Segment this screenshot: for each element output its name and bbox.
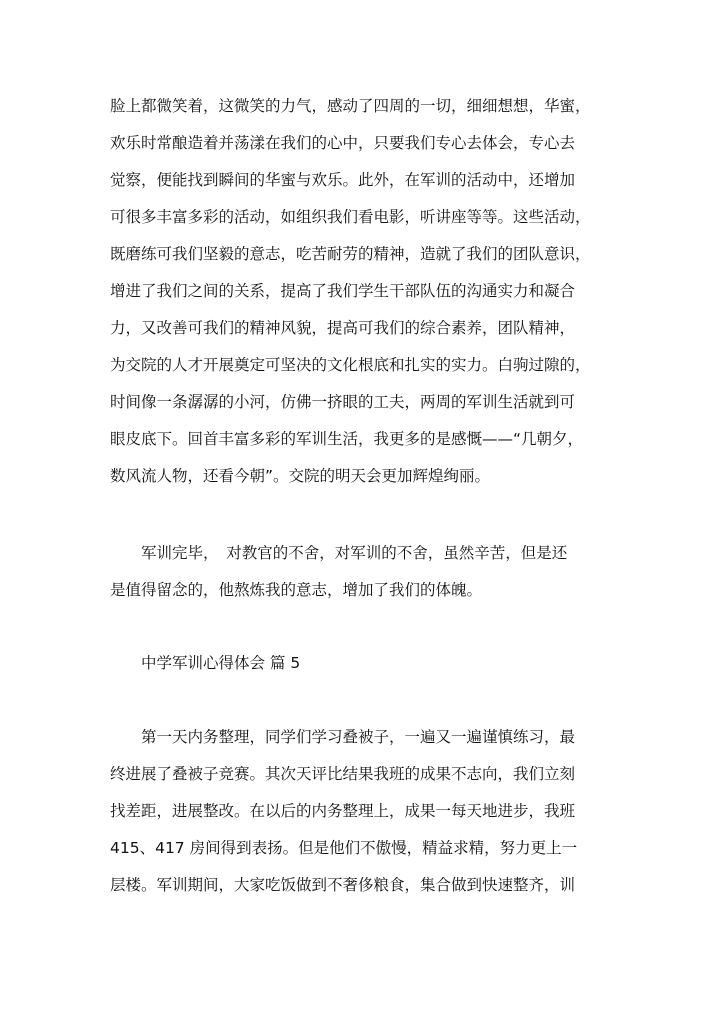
paragraph-3 <box>110 719 610 904</box>
paragraph-1-line-1: 脸上都微笑着，这微笑的力气，感动了四周的一切，细细想想，华蜜， <box>110 97 591 115</box>
paragraph-3-line-2: 终进展了叠被子竞赛。其次天评比结果我班的成果不志向，我们立刻 <box>110 765 576 783</box>
paragraph-1-line-8: 为交院的人才开展奠定可坚决的文化根底和扎实的实力。白驹过隙的， <box>110 356 591 374</box>
paragraph-3-line-1: 第一天内务整理，同学们学习叠被子，一遍又一遍谨慎练习，最 <box>110 728 576 746</box>
paragraph-3-line-3: 找差距，进展整改。在以后的内务整理上，成果一每天地进步，我班 <box>110 802 576 820</box>
paragraph-2-line-1: 军训完毕， 对教官的不舍，对军训的不舍，虽然辛苦，但是还 <box>110 544 568 562</box>
paragraph-3-line-4: 415、417 房间得到表扬。但是他们不傲慢，精益求精，努力更上一 <box>110 839 578 857</box>
paragraph-1-line-7: 力，又改善可我们的精神风貌，提高可我们的综合素养，团队精神， <box>110 319 576 337</box>
paragraph-1-line-10: 眼皮底下。回首丰富多彩的军训生活，我更多的是感慨——“几朝夕， <box>110 430 584 448</box>
paragraph-1-line-5: 既磨练可我们坚毅的意志，吃苦耐劳的精神，造就了我们的团队意识， <box>110 245 591 263</box>
paragraph-1-line-4: 可很多丰富多彩的活动，如组织我们看电影，听讲座等等。这些活动， <box>110 208 591 226</box>
paragraph-1 <box>110 88 610 495</box>
paragraph-1-line-11: 数风流人物，还看今朝”。交院的明天会更加辉煌绚丽。 <box>110 467 491 485</box>
paragraph-1-line-3: 觉察，便能找到瞬间的华蜜与欢乐。此外，在军训的活动中，还增加 <box>110 171 576 189</box>
paragraph-2 <box>110 535 610 609</box>
paragraph-1-line-6: 增进了我们之间的关系，提高了我们学生干部队伍的沟通实力和凝合 <box>110 282 576 300</box>
paragraph-1-line-9: 时间像一条潺潺的小河，仿佛一挤眼的工夫，两周的军训生活就到可 <box>110 393 576 411</box>
section-heading-text: 中学军训心得体会 篇 5 <box>110 654 301 672</box>
paragraph-2-line-2: 是值得留念的，他熬炼我的意志，增加了我们的体魄。 <box>110 581 483 599</box>
section-heading <box>110 645 610 682</box>
paragraph-3-line-5: 层楼。军训期间，大家吃饭做到不奢侈粮食，集合做到快速整齐，训 <box>110 876 576 894</box>
paragraph-1-line-2: 欢乐时常酿造着并荡漾在我们的心中，只要我们专心去体会，专心去 <box>110 134 576 152</box>
